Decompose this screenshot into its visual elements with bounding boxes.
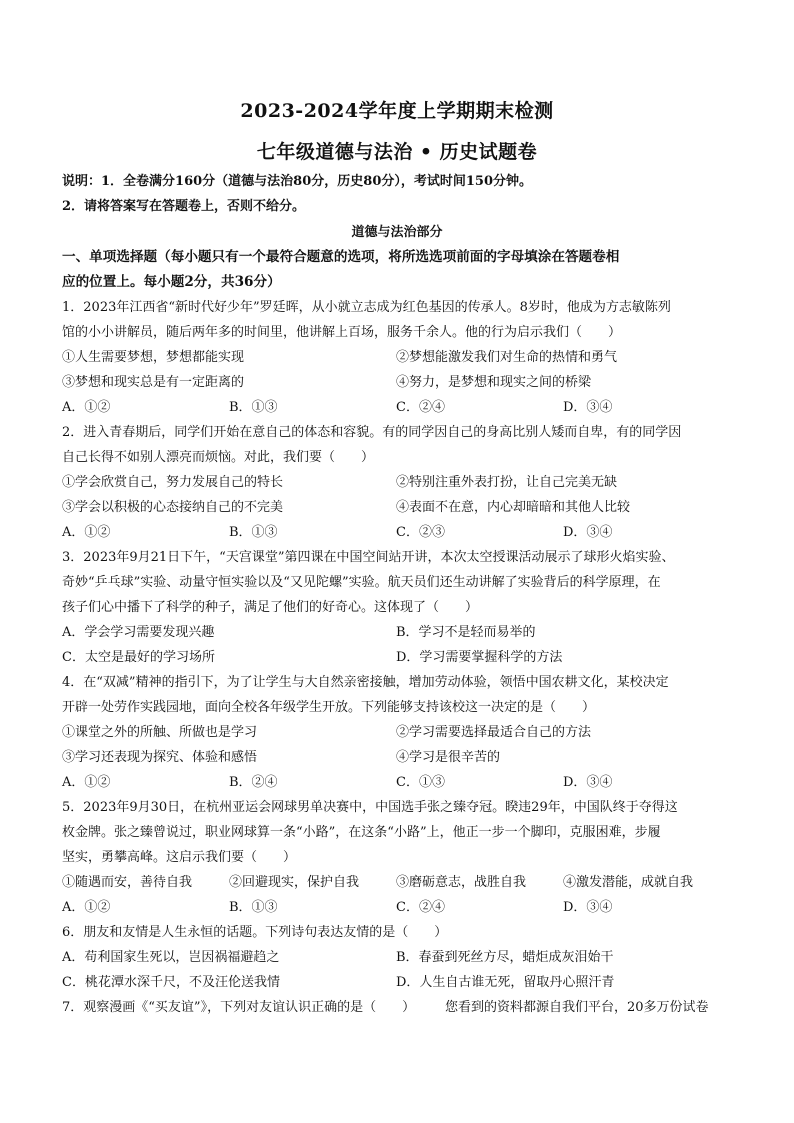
q2-stem-line2: 自己长得不如别人漂亮而烦恼。对此，我们要（ ）	[62, 450, 375, 465]
q5-option-d: D．③④	[563, 900, 613, 915]
watermark-text: 您看到的资料都源自我们平台，20多万份试卷	[445, 1000, 709, 1015]
q3-option-d: D．学习需要掌握科学的方法	[396, 650, 563, 665]
q1-option-b: B．①③	[229, 400, 278, 415]
q4-stem-line1: 4．在“双减”精神的指引下，为了让学生与大自然亲密接触，增加劳动体验，领悟中国农耕文化，某校决定	[62, 675, 669, 690]
q5-stem-line2: 枚金牌。张之臻曾说过，职业网球算一条“小路”，在这条“小路”上，他正一步一个脚印，克服困难，步履	[62, 825, 661, 840]
q4-option-d: D．③④	[563, 775, 613, 790]
q7-stem-line1: 7．观察漫画《“买友谊”》，下列对友谊认识正确的是（ ）	[62, 1000, 416, 1015]
q3-stem-line1: 3．2023年9月21日下午，“天宫课堂”第四课在中国空间站开讲，本次太空授课活动展示了球形火焰实验、	[62, 550, 675, 565]
q6-option-c: C．桃花潭水深千尺，不及汪伦送我情	[62, 975, 280, 990]
q5-statement-1: ①随遇而安，善待自我	[62, 875, 193, 890]
q4-option-a: A．①②	[62, 775, 111, 790]
q6-stem-line1: 6．朋友和友情是人生永恒的话题。下列诗句表达友情的是（ ）	[62, 925, 448, 940]
q1-stem-line2: 馆的小小讲解员，随后两年多的时间里，他讲解上百场，服务千余人。他的行为启示我们（ ）	[62, 325, 622, 340]
q2-option-b: B．①③	[229, 525, 278, 540]
q2-stem-line1: 2．进入青春期后，同学们开始在意自己的体态和容貌。有的同学因自己的身高比别人矮而自卑，有的同学因	[62, 425, 682, 440]
part-heading-line2: 应的位置上。每小题2分，共36分）	[62, 274, 281, 290]
q2-option-d: D．③④	[563, 525, 613, 540]
q3-option-c: C．太空是最好的学习场所	[62, 650, 215, 665]
q5-option-c: C．②④	[396, 900, 445, 915]
q4-statement-4: ④学习是很辛苦的	[396, 750, 501, 765]
q4-statement-3: ③学习还表现为探究、体验和感悟	[62, 750, 258, 765]
q3-option-a: A．学会学习需要发现兴趣	[62, 625, 215, 640]
q1-statement-1: ①人生需要梦想，梦想都能实现	[62, 350, 245, 365]
q1-option-d: D．③④	[563, 400, 613, 415]
q4-stem-line2: 开辟一处劳作实践园地，面向全校各年级学生开放。下列能够支持该校这一决定的是（ ）	[62, 700, 596, 715]
q2-statement-1: ①学会欣赏自己，努力发展自己的特长	[62, 475, 284, 490]
q5-stem-line3: 坚实，勇攀高峰。这启示我们要（ ）	[62, 850, 297, 865]
section-title: 道德与法治部分	[351, 225, 443, 240]
instruction-1: 说明：1．全卷满分160分（道德与法治80分，历史80分），考试时间150分钟。	[62, 174, 532, 189]
q5-statement-2: ②回避现实，保护自我	[229, 875, 360, 890]
q6-option-d: D．人生自古谁无死，留取丹心照汗青	[396, 975, 615, 990]
q5-option-b: B．①③	[229, 900, 278, 915]
exam-title: 2023-2024学年度上学期期末检测	[240, 100, 554, 122]
q5-statement-4: ④激发潜能，成就自我	[563, 875, 694, 890]
q2-statement-2: ②特别注重外表打扮，让自己完美无缺	[396, 475, 618, 490]
exam-subtitle: 七年级道德与法治 • 历史试题卷	[256, 141, 538, 163]
q2-option-a: A．①②	[62, 525, 111, 540]
q5-option-a: A．①②	[62, 900, 111, 915]
q4-option-c: C．①③	[396, 775, 445, 790]
q3-option-b: B．学习不是轻而易举的	[396, 625, 536, 640]
q4-statement-2: ②学习需要选择最适合自己的方法	[396, 725, 592, 740]
q5-stem-line1: 5．2023年9月30日，在杭州亚运会网球男单决赛中，中国选手张之臻夺冠。睽违29年，中国队终于夺得这	[62, 800, 678, 815]
q1-option-a: A．①②	[62, 400, 111, 415]
q1-statement-3: ③梦想和现实总是有一定距离的	[62, 375, 245, 390]
instruction-2: 2．请将答案写在答题卷上，否则不给分。	[62, 199, 306, 214]
q5-statement-3: ③磨砺意志，战胜自我	[396, 875, 527, 890]
q3-stem-line2: 奇妙“乒乓球”实验、动量守恒实验以及“又见陀螺”实验。航天员们还生动讲解了实验背后的科学原理，在	[62, 575, 661, 590]
q2-statement-3: ③学会以积极的心态接纳自己的不完美	[62, 500, 284, 515]
q6-option-b: B．春蚕到死丝方尽，蜡炬成灰泪始干	[396, 950, 614, 965]
q1-stem-line1: 1．2023年江西省“新时代好少年”罗廷晖，从小就立志成为红色基因的传承人。8岁时，他成为方志敏陈列	[62, 300, 671, 315]
q1-statement-2: ②梦想能激发我们对生命的热情和勇气	[396, 350, 618, 365]
q2-statement-4: ④表面不在意，内心却暗暗和其他人比较	[396, 500, 631, 515]
q6-option-a: A．苟利国家生死以，岂因祸福避趋之	[62, 950, 280, 965]
q1-option-c: C．②④	[396, 400, 445, 415]
q2-option-c: C．②③	[396, 525, 445, 540]
q4-statement-1: ①课堂之外的所触、所做也是学习	[62, 725, 258, 740]
part-heading-line1: 一、单项选择题（每小题只有一个最符合题意的选项，将所选选项前面的字母填涂在答题卷相	[62, 249, 620, 265]
q3-stem-line3: 孩子们心中播下了科学的种子，满足了他们的好奇心。这体现了（ ）	[62, 600, 479, 615]
q1-statement-4: ④努力，是梦想和现实之间的桥梁	[396, 375, 592, 390]
q4-option-b: B．②④	[229, 775, 278, 790]
